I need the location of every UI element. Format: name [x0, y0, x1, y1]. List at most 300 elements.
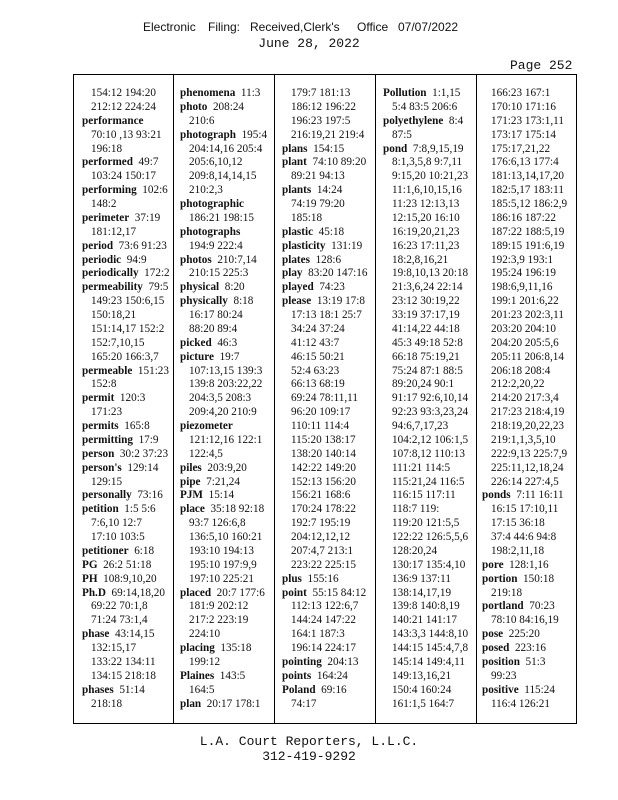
index-refs-line: 41:14,22 44:18: [392, 322, 460, 335]
index-refs-line: 226:14 227:4,5: [491, 475, 559, 488]
index-refs: 19:7: [213, 350, 240, 363]
index-entry: [180, 351, 276, 365]
index-term: placed: [180, 586, 212, 599]
index-refs-line: 152:13 156:20: [291, 475, 356, 488]
index-refs: 20:17 178:1: [201, 697, 261, 710]
index-term: PG: [82, 558, 98, 571]
index-refs-line: 78:10 84:16,19: [491, 614, 559, 627]
index-refs-line: 217:23 218:4,19: [491, 406, 565, 419]
index-refs-line: 152:7,10,15: [91, 336, 145, 349]
index-refs-line: 170:10 171:16: [491, 100, 556, 113]
index-entry: [180, 420, 276, 434]
index-term: position: [482, 655, 520, 668]
index-refs-line: 196:23 197:5: [291, 114, 351, 127]
index-refs: 8:4: [443, 114, 464, 127]
index-refs-line: 16:23 17:11,23: [392, 239, 460, 252]
index-term: place: [180, 503, 205, 516]
index-term: periodically: [82, 267, 139, 280]
index-refs-line: 94:6,7,17,23: [392, 420, 449, 432]
index-refs: 74:23: [313, 281, 345, 294]
index-entry: [82, 254, 178, 268]
index-refs-line: 96:20 109:17: [291, 406, 351, 419]
index-entry: [282, 281, 378, 295]
index-refs: 129:14: [121, 461, 159, 474]
index-refs: 17:9: [132, 433, 159, 446]
index-term: period: [82, 239, 114, 252]
index-term: plants: [282, 184, 312, 197]
filing-stamp-filing: Filing:: [208, 20, 241, 34]
index-term: physical: [180, 281, 220, 294]
index-entry: [82, 267, 178, 281]
index-refs: 55:15 84:12: [306, 586, 367, 599]
index-term: photograph: [180, 128, 236, 141]
index-term: positive: [482, 683, 519, 696]
index-refs-line: 171:23: [91, 406, 123, 419]
index-refs-line: 176:6,13 177:4: [491, 156, 559, 169]
index-entry: [82, 281, 178, 295]
index-entry: [482, 489, 578, 503]
index-entry: [482, 642, 578, 656]
index-refs-line: 41:12 43:7: [291, 336, 340, 349]
index-entry: [82, 503, 178, 517]
index-refs-line: 165:20 166:3,7: [91, 350, 159, 363]
index-entry: [82, 448, 178, 462]
index-refs-line: 144:15 145:4,7,8: [392, 642, 469, 654]
index-refs: 15:14: [203, 489, 235, 502]
index-refs-line: 91:17 92:6,10,14: [392, 392, 469, 405]
index-refs-line: 19:8,10,13 20:18: [392, 267, 469, 280]
index-refs: 1:1,15: [426, 87, 461, 99]
index-refs-line: 186:12 196:22: [291, 100, 356, 113]
index-refs-line: 103:24 150:17: [91, 170, 156, 183]
index-refs-line: 196:18: [91, 142, 123, 155]
index-refs-line: 139:8 140:8,19: [392, 600, 460, 613]
hearing-date: June 28, 2022: [258, 36, 360, 51]
index-term: portland: [482, 600, 524, 613]
index-term: plans: [282, 142, 308, 155]
index-refs: 69:14,18,20: [105, 586, 165, 599]
index-refs-line: 139:8 203:22,22: [189, 378, 263, 391]
index-refs-line: 46:15 50:21: [291, 350, 345, 363]
index-term: placing: [180, 642, 215, 654]
index-refs-line: 204:14,16 205:4: [189, 142, 263, 155]
index-term: pore: [482, 558, 504, 571]
index-refs-line: 7:6,10 12:7: [91, 517, 142, 530]
index-refs-line: 52:4 63:23: [291, 364, 340, 377]
index-refs-line: 185:5,12 186:2,9: [491, 198, 568, 210]
index-entry: [82, 545, 178, 559]
index-refs: 73:6 91:23: [113, 239, 167, 252]
index-term: point: [282, 586, 307, 599]
index-entry: [82, 684, 178, 698]
index-refs: 37:19: [129, 211, 161, 224]
index-term: permits: [82, 420, 119, 432]
index-term: phase: [82, 628, 110, 641]
index-refs-line: 142:22 149:20: [291, 461, 356, 474]
index-entry: [180, 254, 276, 268]
index-entry: [282, 670, 378, 684]
index-column-3: [282, 87, 378, 711]
index-refs: 79:5: [142, 281, 169, 294]
index-refs-line: 198:2,11,18: [491, 544, 545, 557]
index-refs-line: 209:4,20 210:9: [189, 406, 257, 419]
index-refs-line: 66:18 75:19,21: [392, 350, 460, 363]
index-refs-line: 156:21 168:6: [291, 489, 351, 502]
index-term: plan: [180, 697, 202, 710]
index-refs-line: 203:20 204:10: [491, 322, 556, 335]
index-refs-line: 136:9 137:11: [392, 572, 451, 585]
index-refs: 1:5 5:6: [118, 503, 156, 516]
index-refs-line: 88:20 89:4: [189, 322, 238, 335]
index-term: Ph.D: [82, 586, 106, 599]
index-entry: [180, 698, 276, 712]
index-refs-line: 219:18: [491, 586, 523, 599]
index-entry: [282, 573, 378, 587]
index-term: photo: [180, 100, 208, 113]
index-refs-line: 17:15 36:18: [491, 517, 545, 530]
index-entry: [282, 184, 378, 198]
index-refs-line: 16:19,20,21,23: [392, 225, 460, 238]
index-term: permitting: [82, 433, 133, 446]
index-refs-line: 210:2,3: [189, 184, 223, 197]
index-term: phenomena: [180, 87, 236, 99]
index-term: portion: [482, 572, 518, 585]
index-refs-line: 71:24 73:1,4: [91, 614, 148, 627]
index-refs-line: 5:4 83:5 206:6: [392, 100, 458, 113]
index-entry: [82, 392, 178, 406]
index-refs: 208:24: [207, 100, 245, 113]
index-refs-line: 99:23: [491, 669, 517, 682]
index-entry: [180, 642, 276, 656]
index-refs-line: 118:7 119:: [392, 503, 440, 516]
index-term: pipe: [180, 475, 201, 488]
index-refs-line: 134:15 218:18: [91, 669, 156, 682]
index-term: piles: [180, 461, 202, 474]
index-entry: [180, 295, 276, 309]
index-refs: 165:8: [118, 420, 150, 432]
index-refs: 164:24: [311, 669, 348, 682]
index-refs-line: 16:15 17:10,11: [491, 503, 559, 516]
index-entry: [180, 198, 276, 212]
index-refs-line: 205:6,10,12: [189, 156, 243, 169]
index-entry: [180, 281, 276, 295]
court-reporter-phone: 312-419-9292: [262, 749, 356, 764]
index-refs-line: 116:15 117:11: [392, 489, 456, 502]
index-refs-line: 138:20 140:14: [291, 447, 356, 460]
index-refs-line: 75:24 87:1 88:5: [392, 364, 463, 377]
index-refs-line: 144:24 147:22: [291, 614, 356, 627]
index-refs-line: 33:19 37:17,19: [392, 309, 460, 321]
index-refs-line: 115:20 138:17: [291, 433, 356, 446]
index-refs-line: 175:17,21,22: [491, 142, 551, 155]
index-refs-line: 161:1,5 164:7: [392, 697, 455, 710]
index-term: petitioner: [82, 544, 129, 557]
index-refs-line: 149:13,16,21: [392, 669, 452, 682]
index-term: PH: [82, 572, 98, 585]
index-refs-line: 171:23 173:1,11: [491, 114, 564, 127]
index-term: ponds: [482, 489, 511, 502]
index-refs-line: 201:23 202:3,11: [491, 309, 564, 321]
index-term: picked: [180, 336, 212, 349]
index-refs-line: 110:11 114:4: [291, 420, 350, 432]
index-entry: [482, 600, 578, 614]
index-refs-line: 129:15: [91, 475, 123, 488]
index-term: periodic: [82, 253, 122, 266]
index-refs-line: 218:18: [91, 697, 123, 710]
index-refs: 73:16: [131, 489, 163, 502]
index-refs-line: 212:2,20,22: [491, 378, 545, 391]
index-refs: 7:8,9,15,19: [407, 142, 464, 155]
index-refs: 8:20: [219, 281, 245, 294]
index-refs: 120:3: [114, 392, 146, 405]
index-refs-line: 37:4 44:6 94:8: [491, 531, 557, 543]
index-term: pond: [383, 142, 408, 155]
index-refs-line: 74:19 79:20: [291, 198, 345, 210]
index-refs-line: 214:20 217:3,4: [491, 392, 559, 405]
index-entry: [383, 87, 479, 101]
index-refs-line: 23:12 30:19,22: [392, 295, 460, 308]
index-term: photos: [180, 253, 212, 266]
index-term: person: [82, 447, 115, 460]
index-refs-line: 107:13,15 139:3: [189, 364, 263, 377]
index-refs-line: 11:1,6,10,15,16: [392, 184, 462, 197]
index-refs: 115:24: [518, 683, 555, 696]
index-refs: 46:3: [211, 336, 238, 349]
index-entry: [282, 240, 378, 254]
index-entry: [82, 628, 178, 642]
index-entry: [282, 143, 378, 157]
index-refs-line: 11:23 12:13,13: [392, 198, 460, 210]
index-refs: 43:14,15: [109, 628, 155, 641]
index-refs-line: 166:23 167:1: [491, 87, 551, 99]
index-refs-line: 186:16 187:22: [491, 211, 556, 224]
index-refs-line: 225:11,12,18,24: [491, 461, 564, 474]
index-term: plasticity: [282, 239, 326, 252]
index-refs-line: 136:5,10 160:21: [189, 531, 263, 543]
index-entry: [82, 573, 178, 587]
index-refs-line: 154:12 194:20: [91, 87, 156, 99]
index-entry: [282, 295, 378, 309]
index-entry: [482, 684, 578, 698]
index-term: Poland: [282, 683, 316, 696]
index-term: Pollution: [383, 87, 427, 99]
index-refs: 108:9,10,20: [97, 572, 157, 585]
index-refs: 49:7: [132, 156, 159, 169]
index-refs-line: 222:9,13 225:7,9: [491, 447, 568, 460]
filing-stamp-date: 07/07/2022: [398, 20, 459, 34]
index-refs: 6:18: [128, 544, 155, 557]
index-refs-line: 186:21 198:15: [189, 211, 254, 224]
index-refs: 128:1,16: [503, 558, 549, 571]
index-refs-line: 9:15,20 10:21,23: [392, 170, 469, 183]
index-refs: 172:2: [138, 267, 170, 280]
index-term: posed: [482, 642, 510, 654]
index-entry: [82, 489, 178, 503]
index-term: photographic: [180, 198, 245, 210]
index-entry: [282, 156, 378, 170]
index-refs: 20:7 177:6: [211, 586, 265, 599]
index-refs-line: 119:20 121:5,5: [392, 517, 460, 530]
index-refs-line: 199:1 201:6,22: [491, 295, 559, 308]
index-refs: 150:18: [517, 572, 555, 585]
index-refs-line: 149:23 150:6,15: [91, 295, 165, 308]
index-refs-line: 66:13 68:19: [291, 378, 345, 391]
index-refs: 131:19: [325, 239, 363, 252]
index-refs-line: 17:10 103:5: [91, 531, 145, 543]
filing-stamp-office: Office: [357, 20, 389, 34]
index-refs: 7:11 16:11: [510, 489, 564, 502]
index-refs-line: 224:10: [189, 628, 221, 641]
index-refs-line: 204:3,5 208:3: [189, 392, 252, 405]
index-refs-line: 164:1 187:3: [291, 628, 345, 641]
index-refs: 143:5: [214, 669, 246, 682]
index-refs-line: 112:13 122:6,7: [291, 600, 359, 613]
index-entry: [180, 337, 276, 351]
index-entry: [82, 240, 178, 254]
index-term: PJM: [180, 489, 203, 502]
index-term: plant: [282, 156, 307, 169]
index-refs-line: 207:4,7 213:1: [291, 544, 354, 557]
index-term: points: [282, 669, 312, 682]
index-refs-line: 69:24 78:11,11: [291, 392, 358, 405]
index-entry: [180, 503, 276, 517]
index-term: permeable: [82, 364, 133, 377]
index-refs: 35:18 92:18: [204, 503, 265, 516]
index-term: play: [282, 267, 303, 280]
index-entry: [82, 434, 178, 448]
court-reporter-name: L.A. Court Reporters, L.L.C.: [199, 734, 419, 749]
index-entry: [282, 684, 378, 698]
index-refs-line: 12:15,20 16:10: [392, 211, 460, 224]
index-refs-line: 104:2,12 106:1,5: [392, 433, 469, 446]
index-refs: 51:14: [113, 683, 145, 696]
index-refs: 128:6: [309, 253, 342, 266]
index-entry: [482, 628, 578, 642]
index-refs: 26:2 51:18: [97, 558, 152, 571]
index-refs-line: 181:13,14,17,20: [491, 170, 565, 183]
index-refs-line: 182:5,17 183:11: [491, 184, 564, 197]
index-refs-line: 34:24 37:24: [291, 322, 345, 335]
index-entry: [82, 420, 178, 434]
index-column-5: [482, 87, 578, 711]
index-refs-line: 150:18,21: [91, 309, 137, 321]
page-number: Page 252: [510, 58, 573, 73]
index-refs-line: 148:2: [91, 198, 117, 210]
index-entry: [180, 670, 276, 684]
index-refs-line: 87:5: [392, 128, 412, 141]
index-term: pointing: [282, 655, 322, 668]
index-refs: 69:16: [315, 683, 347, 696]
filing-stamp-received: Received,Clerk's: [250, 20, 340, 34]
index-term: performing: [82, 184, 137, 197]
index-refs-line: 170:24 178:22: [291, 503, 356, 516]
index-entry: [180, 87, 276, 101]
index-refs-line: 192:7 195:19: [291, 517, 351, 530]
index-refs: 51:3: [519, 655, 546, 668]
index-refs: 102:6: [136, 184, 168, 197]
index-entry: [482, 656, 578, 670]
index-column-4: [383, 87, 479, 711]
index-entry: [282, 267, 378, 281]
index-entry: [282, 587, 378, 601]
index-refs-line: 128:20,24: [392, 544, 438, 557]
index-refs-line: 130:17 135:4,10: [392, 558, 466, 571]
index-entry: [282, 254, 378, 268]
index-refs-line: 195:24 196:19: [491, 267, 556, 280]
index-entry: [180, 587, 276, 601]
index-refs-line: 204:12,12,12: [291, 531, 351, 543]
index-refs-line: 70:10 ,13 93:21: [91, 128, 162, 141]
index-refs-line: 217:2 223:19: [189, 614, 249, 627]
index-refs-line: 192:3,9 193:1: [491, 253, 554, 266]
index-refs-line: 223:22 225:15: [291, 558, 356, 571]
index-term: plates: [282, 253, 310, 266]
index-column-1: [82, 87, 178, 711]
index-refs-line: 45:3 49:18 52:8: [392, 336, 463, 349]
index-entry: [82, 156, 178, 170]
index-refs-line: 121:12,16 122:1: [189, 433, 263, 446]
index-refs: 195:4: [235, 128, 268, 141]
index-refs-line: 8:1,3,5,8 9:7,11: [392, 156, 463, 169]
index-refs-line: 116:4 126:21: [491, 697, 550, 710]
index-term: performance: [82, 114, 144, 127]
index-entry: [180, 462, 276, 476]
index-refs-line: 181:9 202:12: [189, 600, 249, 613]
index-refs: 225:20: [503, 628, 540, 641]
index-refs: 204:13: [321, 655, 359, 668]
index-refs-line: 143:3,3 144:8,10: [392, 628, 469, 641]
index-refs-line: 115:21,24 116:5: [392, 475, 465, 488]
index-entry: [82, 462, 178, 476]
index-refs-line: 16:17 80:24: [189, 309, 243, 321]
index-refs-line: 206:18 208:4: [491, 364, 551, 377]
index-term: phases: [82, 683, 114, 696]
index-term: person's: [82, 461, 122, 474]
index-term: photographs: [180, 225, 241, 238]
index-refs: 45:18: [313, 225, 345, 238]
index-refs: 70:23: [523, 600, 555, 613]
index-refs-line: 199:12: [189, 655, 221, 668]
index-entry: [180, 129, 276, 143]
index-refs-line: 21:3,6,24 22:14: [392, 281, 463, 294]
index-refs-line: 132:15,17: [91, 642, 137, 654]
index-refs-line: 140:21 141:17: [392, 614, 457, 627]
index-entry: [82, 559, 178, 573]
index-refs-line: 152:8: [91, 378, 117, 391]
index-refs-line: 150:4 160:24: [392, 683, 452, 696]
index-refs-line: 74:17: [291, 697, 317, 710]
index-refs: 203:9,20: [201, 461, 247, 474]
index-term: plastic: [282, 225, 314, 238]
index-refs: 210:7,14: [211, 253, 257, 266]
index-refs-line: 218:19,20,22,23: [491, 420, 565, 432]
index-refs-line: 145:14 149:4,11: [392, 655, 465, 668]
index-term: piezometer: [180, 420, 233, 432]
index-refs-line: 196:14 224:17: [291, 642, 356, 654]
index-entry: [282, 656, 378, 670]
index-refs-line: 209:8,14,14,15: [189, 170, 257, 183]
index-refs: 14:24: [311, 184, 343, 197]
index-refs: 7:21,24: [200, 475, 240, 488]
index-refs: 8:18: [227, 295, 254, 308]
index-term: please: [282, 295, 312, 308]
index-refs-line: 219:1,1,3,5,10: [491, 433, 556, 446]
index-refs-line: 185:18: [291, 211, 323, 224]
index-refs-line: 138:14,17,19: [392, 586, 452, 599]
index-refs: 223:16: [509, 642, 547, 654]
index-refs-line: 133:22 134:11: [91, 655, 156, 668]
index-entry: [82, 587, 178, 601]
